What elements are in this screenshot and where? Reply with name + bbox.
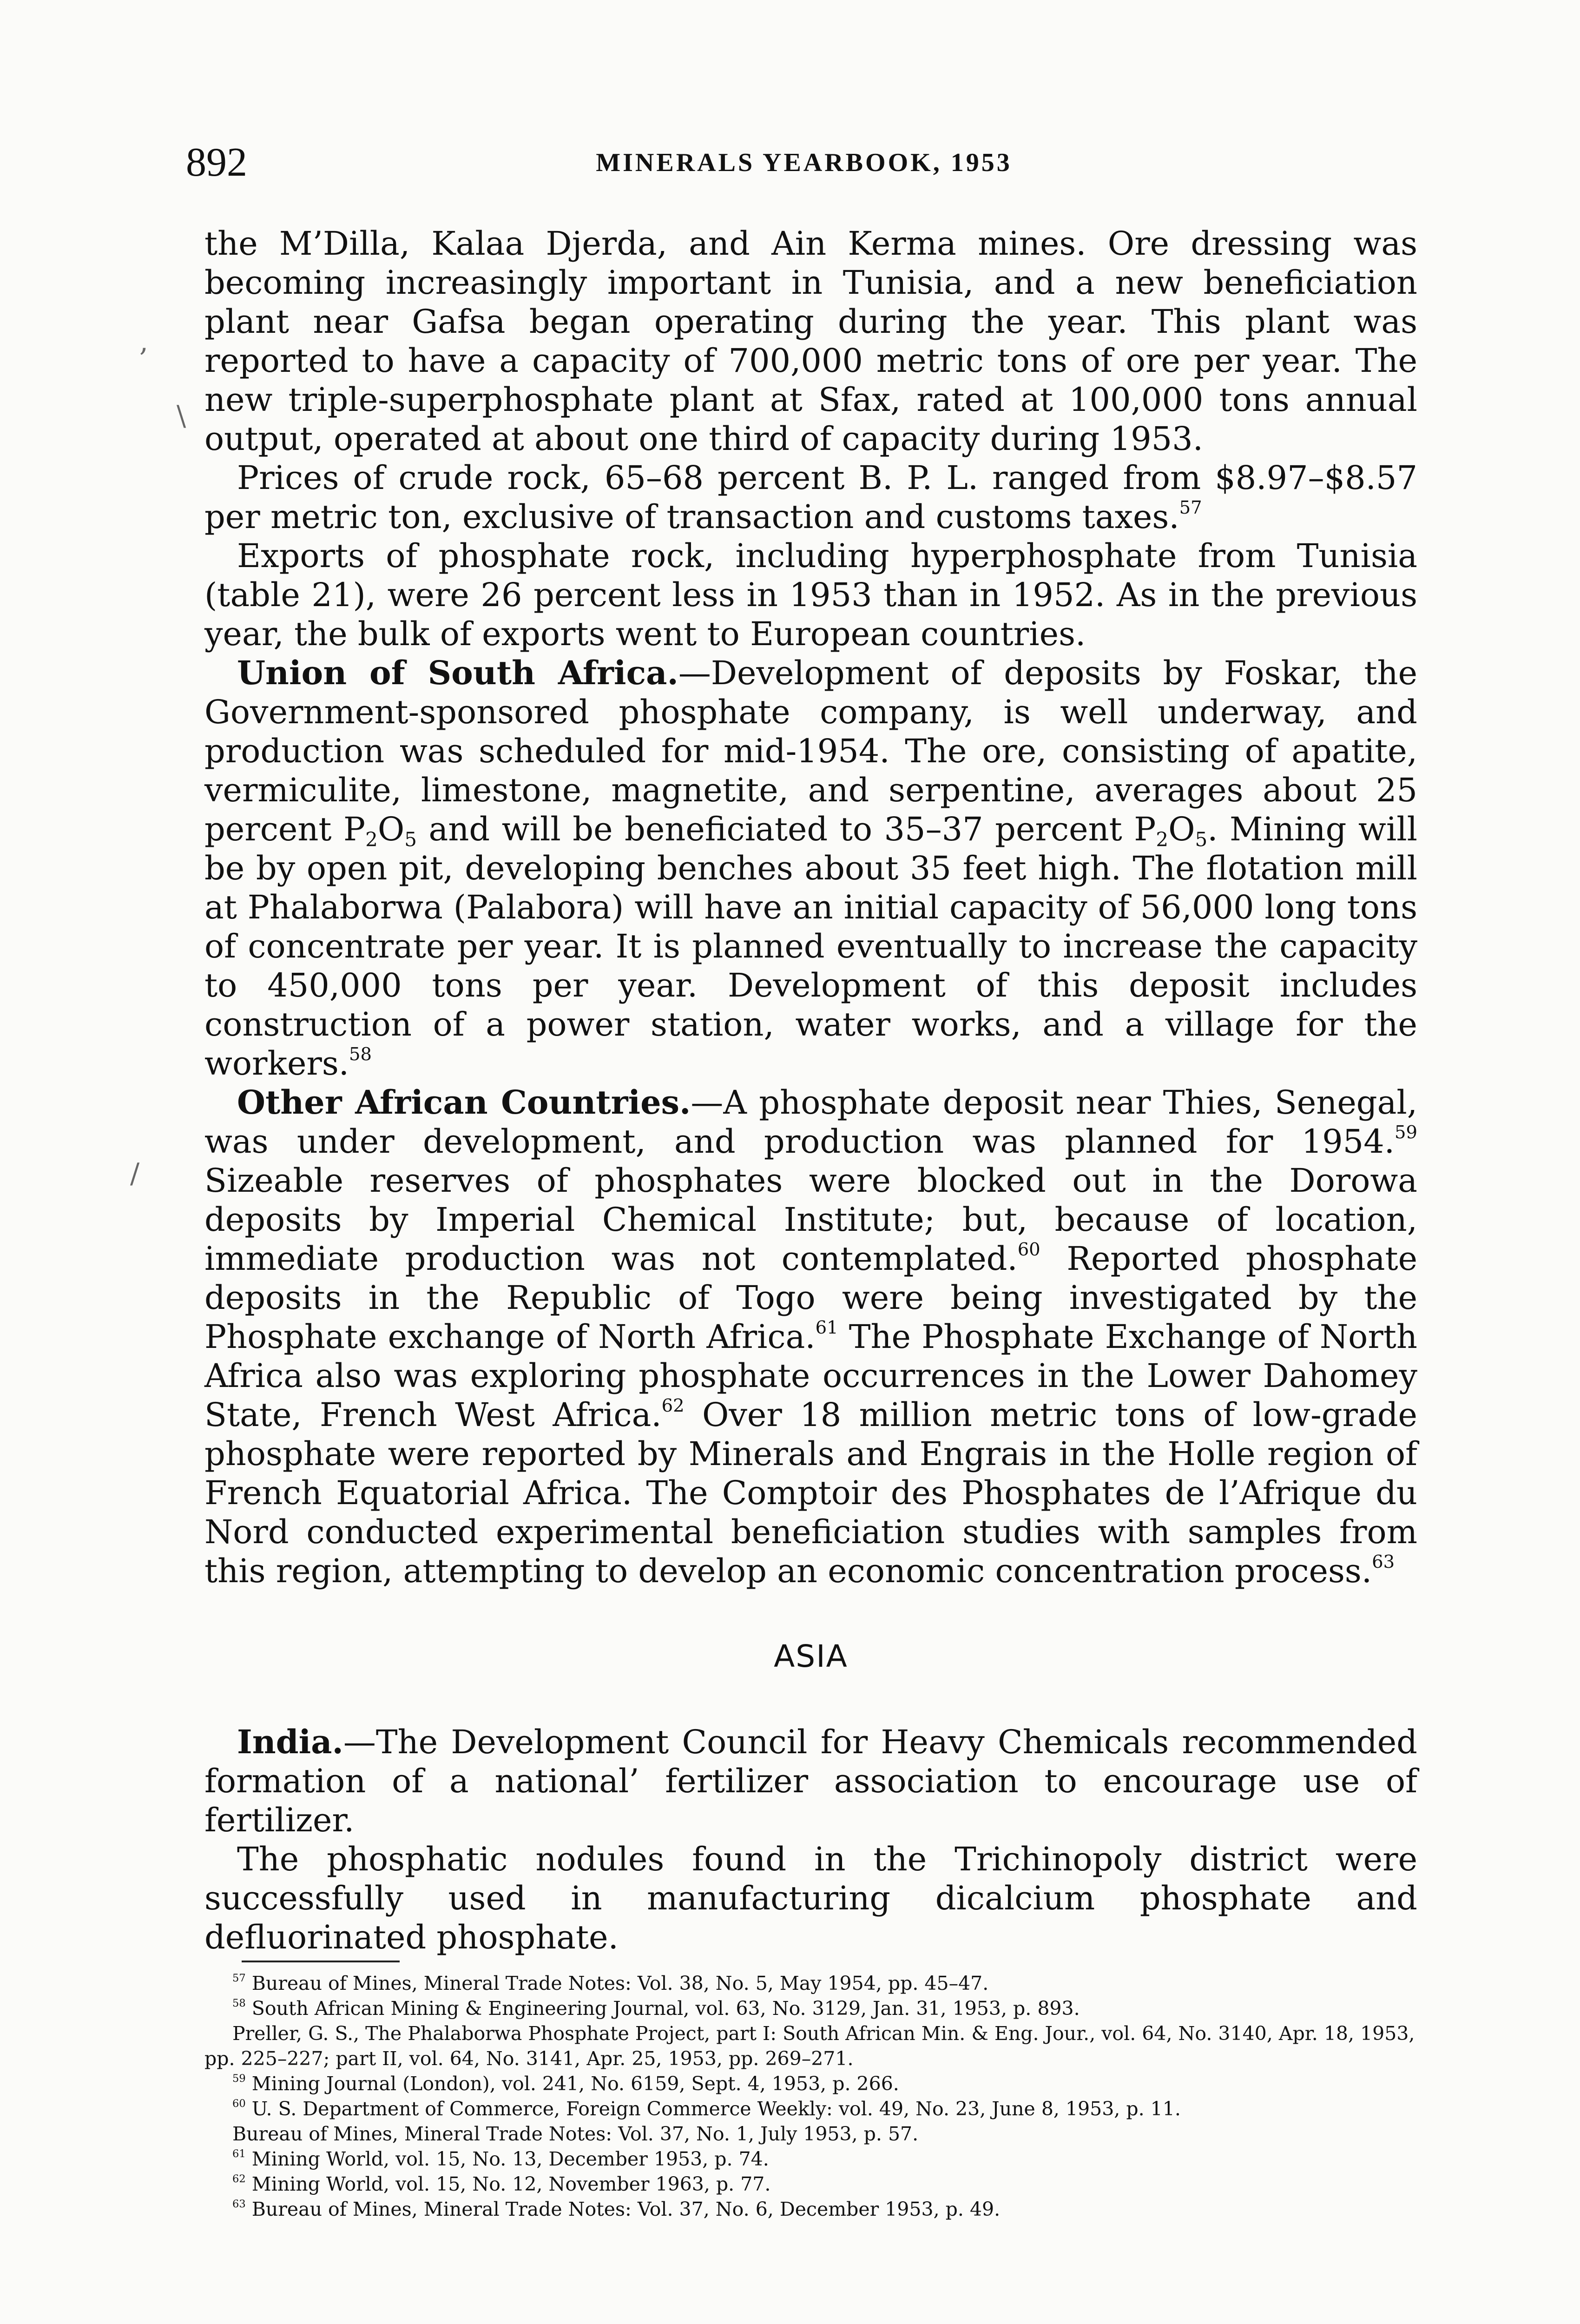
- paragraph-prices: [204, 458, 1417, 536]
- footnote: [204, 1971, 1417, 1996]
- page-number: 892: [186, 140, 247, 185]
- footnotes: [204, 1971, 1417, 2222]
- paragraph-text: Reported phosphate deposits in the Republic of Togo were being investigated by the Phosphate exchange of North Africa.: [204, 1240, 1418, 1356]
- margin-mark: ,: [139, 325, 149, 358]
- footnote-text: South African Mining & Engineering Journal, vol. 63, No. 3129, Jan. 31, 1953, p. 893.: [245, 1997, 1080, 2020]
- footnote-text: Mining World, vol. 15, No. 12, November 1963, p. 77.: [245, 2173, 771, 2195]
- footnote-ref: 57: [1179, 497, 1202, 519]
- subscript: 2: [1156, 828, 1169, 851]
- running-title: MINERALS YEARBOOK, 1953: [596, 148, 1012, 177]
- body-text: [204, 224, 1417, 1957]
- footnote-text: Preller, G. S., The Phalaborwa Phosphate Project, part I: South African Min. & Eng. Jour., vol. 64, No. 3140, Apr. 18, 1953, pp. 225–227; part II, vol. 64, No. 3141, Apr. 25, 1953, pp. 269–271.: [204, 2022, 1415, 2070]
- run-in-heading: Other African Countries.: [237, 1083, 691, 1122]
- footnote-text: U. S. Department of Commerce, Foreign Commerce Weekly: vol. 49, No. 23, June 8, 1953, p. 11.: [245, 2098, 1181, 2120]
- footnote: [204, 2096, 1417, 2121]
- run-in-heading: India.: [237, 1723, 343, 1761]
- footnote-ref: 63: [1372, 1552, 1395, 1573]
- footnote-text: Mining Journal (London), vol. 241, No. 6159, Sept. 4, 1953, p. 266.: [245, 2073, 899, 2095]
- paragraph-text: —The Development Council for Heavy Chemicals recommended formation of a national’ fertilizer association to encourage use of fertilizer.: [204, 1723, 1417, 1839]
- paragraph-other-african-countries: [204, 1083, 1417, 1591]
- footnote-ref: 60: [1017, 1239, 1040, 1261]
- section-heading-asia: ASIA: [774, 1638, 848, 1674]
- footnote-text: Mining World, vol. 15, No. 13, December 1953, p. 74.: [245, 2148, 769, 2170]
- footnote-text: Bureau of Mines, Mineral Trade Notes: Vol. 37, No. 6, December 1953, p. 49.: [245, 2198, 1001, 2220]
- footnote-ref: 59: [1395, 1122, 1417, 1143]
- margin-mark: \: [177, 400, 186, 432]
- paragraph-text: —A phosphate deposit near Thies, Senegal, was under development, and production was planned for 1954.: [204, 1083, 1417, 1161]
- paragraph-india: [204, 1723, 1417, 1840]
- footnote-number: 63: [232, 2198, 246, 2210]
- footnote-ref: 58: [349, 1044, 372, 1065]
- paragraph-tunisia-mines: the M’Dilla, Kalaa Djerda, and Ain Kerma mines. Ore dressing was becoming increasingly important in Tunisia, and a new beneficiation plant near Gafsa began operating during the year. This plant was reported to have a capacity of 700,000 metric tons of ore per year. The new triple-superphosphate plant at Sfax, rated at 100,000 tons annual output, operated at about one third of capacity during 1953.: [204, 224, 1417, 458]
- footnote-number: 57: [232, 1972, 246, 1984]
- paragraph-text: —Development of deposits by Foskar, the Government-sponsored phosphate company, is well underway, and production was scheduled for mid-1954. The ore, consisting of apatite, vermiculite, limestone, magnetite, and serpentine, averages about 25 percent P: [204, 654, 1417, 848]
- paragraph-exports: Exports of phosphate rock, including hyperphosphate from Tunisia (table 21), were 26 percent less in 1953 than in 1952. As in the previous year, the bulk of exports went to European countries.: [204, 537, 1417, 653]
- footnote: [204, 2197, 1417, 2222]
- paragraph-text: . Mining will be by open pit, developing benches about 35 feet high. The flotation mill at Phalaborwa (Palabora) will have an initial capacity of 56,000 long tons of concentrate per year. It is planned eventually to increase the capacity to 450,000 tons per year. Development of this deposit includes construction of a power station, water works, and a village for the workers.: [204, 810, 1418, 1083]
- footnote-number: 58: [232, 1997, 246, 2009]
- footnote-number: 59: [232, 2072, 246, 2085]
- subscript: 5: [1195, 828, 1208, 851]
- footnote: [204, 2071, 1417, 2096]
- paragraph-text: O: [377, 810, 405, 848]
- paragraph-south-africa: [204, 654, 1417, 1083]
- footnote: [204, 1996, 1417, 2021]
- paragraph-text: Over 18 million metric tons of low-grade phosphate were reported by Minerals and Engrais in the Holle region of French Equatorial Africa. The Comptoir des Phosphates de l’Afrique du Nord conducted experimental beneficiation studies with samples from this region, attempting to develop an economic concentration process.: [204, 1396, 1417, 1590]
- footnote: [204, 2121, 1417, 2146]
- run-in-heading: Union of South Africa.: [237, 654, 678, 692]
- paragraph-text: and will be beneficiated to 35–37 percent P: [417, 810, 1156, 848]
- footnote: [204, 2021, 1417, 2071]
- margin-mark: /: [130, 1157, 140, 1190]
- footnote-text: Bureau of Mines, Mineral Trade Notes: Vol. 38, No. 5, May 1954, pp. 45–47.: [245, 1972, 989, 1994]
- subscript: 2: [365, 828, 378, 851]
- subscript: 5: [404, 828, 417, 851]
- footnote-number: 60: [232, 2097, 246, 2110]
- paragraph-text: The Phosphate Exchange of North Africa also was exploring phosphate occurrences in the Lower Dahomey State, French West Africa.: [204, 1318, 1417, 1434]
- paragraph-text: Prices of crude rock, 65–68 percent B. P. L. ranged from $8.97–$8.57 per metric ton, exclusive of transaction and customs taxes.: [204, 459, 1417, 536]
- footnote: [204, 2172, 1417, 2197]
- page-header: [186, 139, 1422, 195]
- paragraph-trichinopoly: The phosphatic nodules found in the Trichinopoly district were successfully used in manufacturing dicalcium phosphate and defluorinated phosphate.: [204, 1840, 1417, 1956]
- footnote-ref: 62: [661, 1395, 685, 1417]
- paragraph-text: O: [1168, 810, 1195, 848]
- footnote-text: Bureau of Mines, Mineral Trade Notes: Vol. 37, No. 1, July 1953, p. 57.: [232, 2123, 919, 2145]
- footnote: [204, 2146, 1417, 2172]
- footnote-ref: 61: [815, 1317, 838, 1339]
- footnote-rule: [242, 1961, 400, 1962]
- footnote-number: 61: [232, 2147, 246, 2160]
- paragraph-text: Sizeable reserves of phosphates were blocked out in the Dorowa deposits by Imperial Chemical Institute; but, because of location, immediate production was not contemplated.: [204, 1162, 1417, 1278]
- footnote-number: 62: [232, 2172, 246, 2185]
